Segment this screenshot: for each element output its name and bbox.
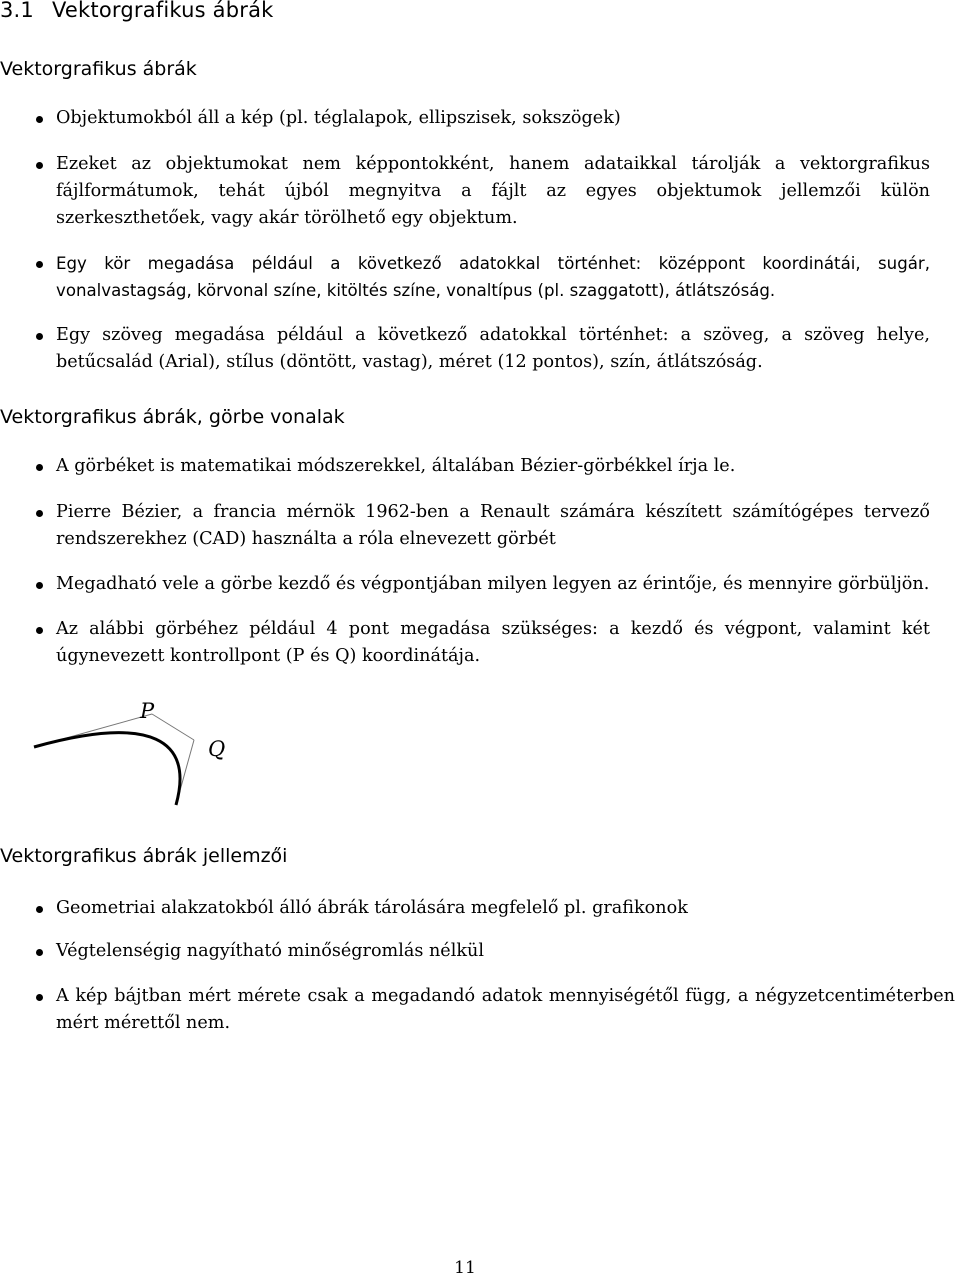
bullet-list-3b	[0, 938, 930, 965]
heading-curves: Vektorgrafikus ábrák, görbe vonalak	[0, 406, 345, 428]
list-item: Objektumokból áll a kép (pl. téglalapok, ellipszisek, sokszögek)	[0, 105, 930, 132]
bullet-icon	[36, 162, 43, 169]
list-item: Egy szöveg megadása például a következő adatokkal történhet: a szöveg, a szöveg helye, betűcsalád (Arial), stílus (döntött, vastag), méret (12 pontos), szín, átlátszóság.	[0, 322, 930, 376]
section-title	[0, 0, 274, 22]
heading-characteristics: Vektorgrafikus ábrák jellemzői	[0, 845, 288, 867]
bullet-list-3c	[0, 983, 955, 1037]
list-item: Pierre Bézier, a francia mérnök 1962-ben a Renault számára készített számítógépes tervező rendszerekhez (CAD) használta a róla elnevezett görbét	[0, 499, 930, 553]
heading-vector-graphics: Vektorgrafikus ábrák	[0, 58, 197, 80]
list-item: Végtelenségig nagyítható minőségromlás nélkül	[0, 938, 930, 965]
control-line-p-q	[152, 714, 194, 740]
bezier-curve	[34, 733, 180, 805]
bullet-icon	[36, 949, 43, 956]
bullet-list-2c	[0, 571, 930, 598]
bullet-icon	[36, 994, 43, 1001]
bullet-list-2a	[0, 453, 930, 480]
bullet-list-2d	[0, 616, 930, 670]
section-number: 3.1	[0, 0, 34, 22]
section-title-text: Vektorgrafikus ábrák	[52, 0, 274, 22]
bullet-icon	[36, 261, 43, 268]
bezier-curve-figure	[20, 692, 280, 817]
bullet-icon	[36, 627, 43, 634]
bullet-list-1	[0, 105, 930, 132]
list-item: Megadható vele a görbe kezdő és végpontjában milyen legyen az érintője, és mennyire görbüljön.	[0, 571, 930, 598]
bullet-list-1d	[0, 322, 930, 376]
bullet-icon	[36, 464, 43, 471]
bullet-icon	[36, 333, 43, 340]
page-number: 11	[454, 1258, 476, 1278]
bullet-icon	[36, 906, 43, 913]
bullet-list-1b	[0, 151, 930, 232]
list-item: A kép bájtban mért mérete csak a megadandó adatok mennyiségétől függ, a négyzetcentiméterben mért mérettől nem.	[0, 983, 955, 1037]
list-item: Az alábbi görbéhez például 4 pont megadása szükséges: a kezdő és végpont, valamint két úgynevezett kontrollpont (P és Q) koordinátája.	[0, 616, 930, 670]
bullet-list-1c	[0, 250, 930, 304]
list-item: Geometriai alakzatokból álló ábrák tárolására megfelelő pl. grafikonok	[0, 895, 930, 922]
bullet-icon	[36, 582, 43, 589]
control-point-p-label: P	[140, 699, 155, 723]
bullet-icon	[36, 510, 43, 517]
control-point-q-label: Q	[208, 737, 226, 761]
list-item: A görbéket is matematikai módszerekkel, általában Bézier-görbékkel írja le.	[0, 453, 930, 480]
bullet-list-2b	[0, 499, 930, 553]
bullet-icon	[36, 116, 43, 123]
list-item: Ezeket az objektumokat nem képpontokként, hanem adataikkal tárolják a vektorgrafikus fájlformátumok, tehát újból megnyitva a fájlt az egyes objektumok jellemzői külön szerkeszthetőek, vagy akár törölhető egy objektum.	[0, 151, 930, 232]
bullet-list-3a	[0, 895, 930, 922]
list-item: Egy kör megadása például a következő adatokkal történhet: középpont koordinátái, sugár, vonalvastagság, körvonal színe, kitöltés színe, vonaltípus (pl. szaggatott), átlátszóság.	[0, 250, 930, 304]
